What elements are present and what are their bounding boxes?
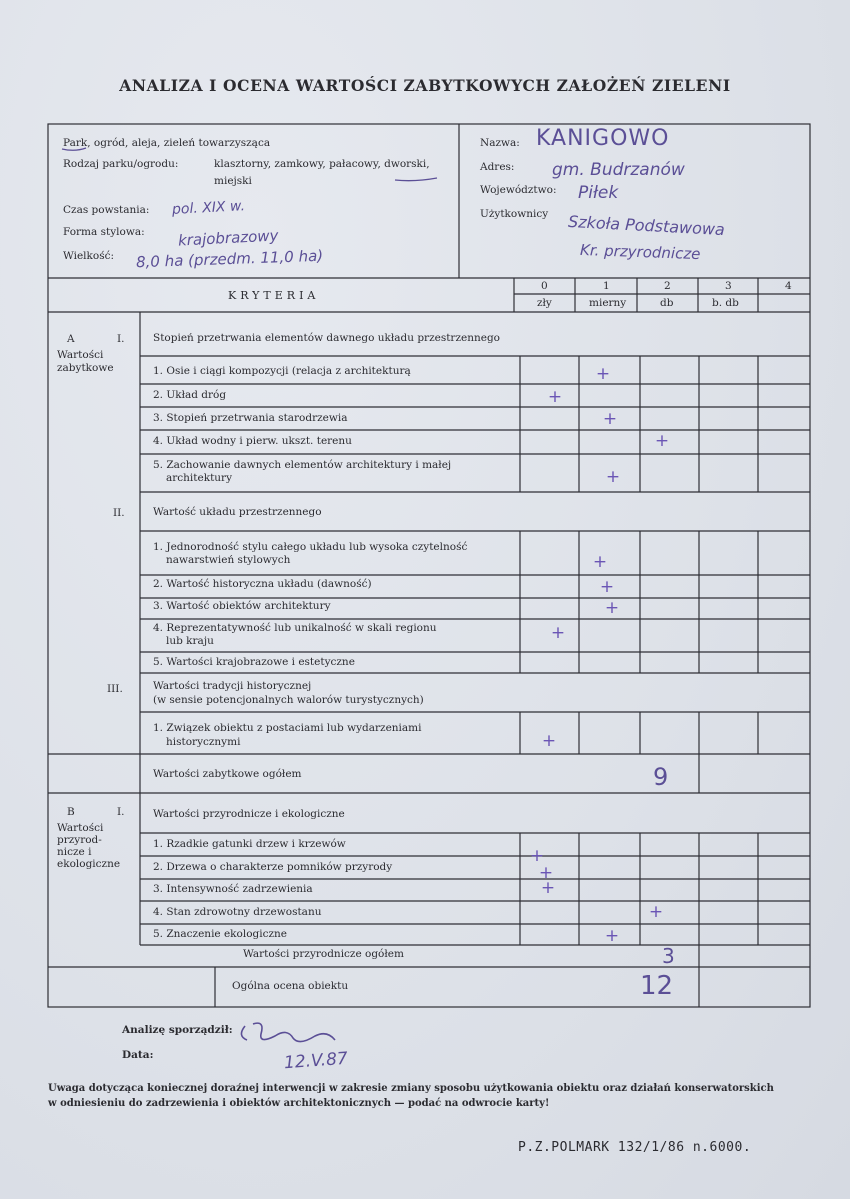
a3-item-1-line1: 1. Związek obiektu z postaciami lub wydarzeniami xyxy=(153,722,422,734)
voivodeship-label: Województwo: xyxy=(480,184,557,196)
a1-item-1: 1. Osie i ciągi kompozycji (relacja z architekturą xyxy=(153,365,411,377)
a-total-value: 9 xyxy=(653,763,669,791)
address-label: Adres: xyxy=(480,161,515,173)
origin-value: pol. XIX w. xyxy=(171,198,246,218)
score-0: 0 xyxy=(541,280,548,292)
voivodeship-value: Piłek xyxy=(578,183,619,203)
group-a3-title-line1: Wartości tradycji historycznej xyxy=(153,680,312,692)
a-total-label: Wartości zabytkowe ogółem xyxy=(153,768,302,780)
score-label-0: zły xyxy=(537,297,552,309)
a1-item-5-line1: 5. Zachowanie dawnych elementów architektury i małej xyxy=(153,459,452,471)
a2-item-4-line1: 4. Reprezentatywność lub unikalność w skali regionu xyxy=(153,622,437,634)
a2-item-3: 3. Wartość obiektów architektury xyxy=(153,600,331,612)
note-line2: w odniesieniu do zadrzewienia i obiektów architektonicznych — podać na odwrocie karty! xyxy=(48,1098,550,1109)
group-a1-title: Stopień przetrwania elementów dawnego układu przestrzennego xyxy=(153,332,500,344)
check-mark: + xyxy=(547,387,563,407)
b-total-value: 3 xyxy=(662,944,675,968)
date-value: 12.V.87 xyxy=(283,1048,349,1074)
check-mark: + xyxy=(604,926,620,946)
score-label-3: b. db xyxy=(712,297,739,309)
section-a-side-label-2: zabytkowe xyxy=(57,362,114,374)
users-value-line2: Kr. przyrodnicze xyxy=(579,240,701,264)
prepared-by-label: Analizę sporządził: xyxy=(122,1024,233,1036)
origin-label: Czas powstania: xyxy=(63,204,150,216)
overall-value: 12 xyxy=(640,971,674,1001)
a2-item-4-line2: lub kraju xyxy=(166,635,214,647)
style-label: Forma stylowa: xyxy=(63,226,145,238)
section-a-roman-3: III. xyxy=(107,683,123,695)
a1-item-2: 2. Układ dróg xyxy=(153,389,227,401)
check-mark: + xyxy=(529,846,545,866)
group-a3-title-line2: (w sensie potencjonalnych walorów turystycznych) xyxy=(153,694,424,706)
b-item-4: 4. Stan zdrowotny drzewostanu xyxy=(153,906,322,918)
check-mark: + xyxy=(592,552,608,572)
form-title: ANALIZA I OCENA WARTOŚCI ZABYTKOWYCH ZAŁOŻEŃ ZIELENI xyxy=(119,76,731,95)
score-4: 4 xyxy=(785,280,792,292)
section-b-side-label-1: Wartości xyxy=(57,822,104,834)
score-label-2: db xyxy=(660,297,674,309)
a2-item-2: 2. Wartość historyczna układu (dawność) xyxy=(153,578,372,590)
kind-label: Rodzaj parku/ogrodu: xyxy=(63,158,179,170)
check-mark: + xyxy=(604,598,620,618)
a1-item-3: 3. Stopień przetrwania starodrzewia xyxy=(153,412,348,424)
group-b1-title: Wartości przyrodnicze i ekologiczne xyxy=(153,808,345,820)
users-label: Użytkownicy xyxy=(480,208,549,220)
a1-item-4: 4. Układ wodny i pierw. ukszt. terenu xyxy=(153,435,352,447)
score-3: 3 xyxy=(725,280,732,292)
score-label-1: mierny xyxy=(589,297,627,309)
note-line1: Uwaga dotycząca koniecznej doraźnej interwencji w zakresie zmiany sposobu użytkowania obiektu oraz działań konserwatorskich xyxy=(48,1083,774,1094)
section-b-side-label-3: nicze i xyxy=(57,846,92,858)
score-2: 2 xyxy=(664,280,671,292)
section-a-roman-1: I. xyxy=(117,333,125,345)
a1-item-5-line2: architektury xyxy=(166,472,233,484)
size-label: Wielkość: xyxy=(63,250,115,262)
section-b-roman-1: I. xyxy=(117,806,125,818)
size-value: 8,0 ha (przedm. 11,0 ha) xyxy=(135,246,324,272)
kind-options-line2: miejski xyxy=(214,175,252,187)
score-1: 1 xyxy=(603,280,610,292)
section-b-letter: B xyxy=(67,806,75,818)
kind-options-line1: klasztorny, zamkowy, pałacowy, dworski, xyxy=(214,158,430,170)
check-mark: + xyxy=(550,623,566,643)
style-value: krajobrazowy xyxy=(177,226,279,250)
b-item-1: 1. Rzadkie gatunki drzew i krzewów xyxy=(153,838,346,850)
b-item-2: 2. Drzewa o charakterze pomników przyrody xyxy=(153,861,393,873)
b-item-3: 3. Intensywność zadrzewienia xyxy=(153,883,313,895)
a2-item-1-line1: 1. Jednorodność stylu całego układu lub wysoka czytelność xyxy=(153,541,468,553)
check-mark: + xyxy=(648,902,664,922)
check-mark: + xyxy=(541,731,557,751)
section-a-side-label-1: Wartości xyxy=(57,349,104,361)
check-mark: + xyxy=(540,878,556,898)
name-label: Nazwa: xyxy=(480,137,520,149)
b-item-5: 5. Znaczenie ekologiczne xyxy=(153,928,288,940)
group-a2-title: Wartość układu przestrzennego xyxy=(153,506,322,518)
section-b-side-label-4: ekologiczne xyxy=(57,858,121,870)
a2-item-1-line2: nawarstwień stylowych xyxy=(166,554,291,566)
b-total-label: Wartości przyrodnicze ogółem xyxy=(243,948,404,960)
section-a-roman-2: II. xyxy=(113,507,125,519)
check-mark: + xyxy=(654,431,670,451)
check-mark: + xyxy=(605,467,621,487)
a2-item-5: 5. Wartości krajobrazowe i estetyczne xyxy=(153,656,355,668)
park-type-label: Park, ogród, aleja, zieleń towarzysząca xyxy=(63,137,271,149)
check-mark: + xyxy=(595,364,611,384)
a3-item-1-line2: historycznymi xyxy=(166,736,241,748)
users-value-line1: Szkoła Podstawowa xyxy=(567,211,726,240)
check-mark: + xyxy=(538,863,554,883)
date-label: Data: xyxy=(122,1049,154,1061)
check-mark: + xyxy=(602,409,618,429)
overall-label: Ogólna ocena obiektu xyxy=(232,980,349,992)
name-value: KANIGOWO xyxy=(536,126,670,151)
print-info: P.Z.POLMARK 132/1/86 n.6000. xyxy=(518,1140,752,1155)
criteria-label: KRYTERIA xyxy=(228,289,320,302)
section-a-letter: A xyxy=(67,333,75,345)
check-mark: + xyxy=(599,577,615,597)
address-value: gm. Budrzanów xyxy=(552,160,685,180)
section-b-side-label-2: przyrod- xyxy=(57,834,102,846)
